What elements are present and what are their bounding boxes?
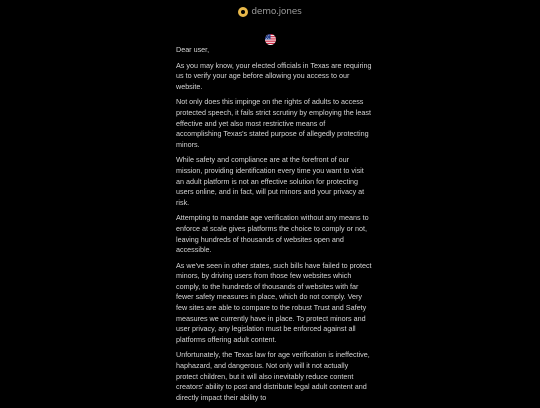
letter-body (176, 45, 372, 408)
letter-paragraph-6: Unfortunately, the Texas law for age verification is ineffective, haphazard, and dangerous. Not only will it not actually protect children, but it will also inevitably reduce content creators' ability to post and distribute legal adult content and directly impact their ability to (176, 350, 370, 402)
letter-paragraph-3: While safety and compliance are at the forefront of our mission, providing identification every time you want to visit an adult platform is not an effective solution for protecting users online, and in fact, will put minors and your privacy at risk. (176, 155, 365, 207)
letter-paragraph-1: As you may know, your elected officials in Texas are requiring us to verify your age before allowing you access to our website. (176, 60, 372, 91)
logo-icon[interactable] (238, 7, 248, 17)
letter-greeting: Dear user, (176, 45, 210, 54)
letter-paragraph-4: Attempting to mandate age verification without any means to enforce at scale gives platforms the choice to comply or not, leaving hundreds of thousands of websites open and accessible. (176, 213, 369, 255)
us-flag-icon[interactable] (265, 34, 276, 45)
logo-text[interactable]: demo.jones (251, 7, 302, 17)
letter-paragraph-2: Not only does this impinge on the rights of adults to access protected speech, it fails strict scrutiny by employing the least effective and yet also most restrictive means of accomplishing Texas's stated purpose of allegedly protecting minors. (176, 97, 371, 149)
letter-paragraph-5: As we've seen in other states, such bills have failed to protect minors, by driving users from those few websites which comply, to the hundreds of thousands of websites with far fewer safety measures in place, which do not comply. Very few sites are able to compare to the robust Trust and Safety measures we currently have in place. To protect minors and user privacy, any legislation must be enforced against all platforms offering adult content. (176, 260, 372, 344)
site-header (0, 0, 540, 24)
